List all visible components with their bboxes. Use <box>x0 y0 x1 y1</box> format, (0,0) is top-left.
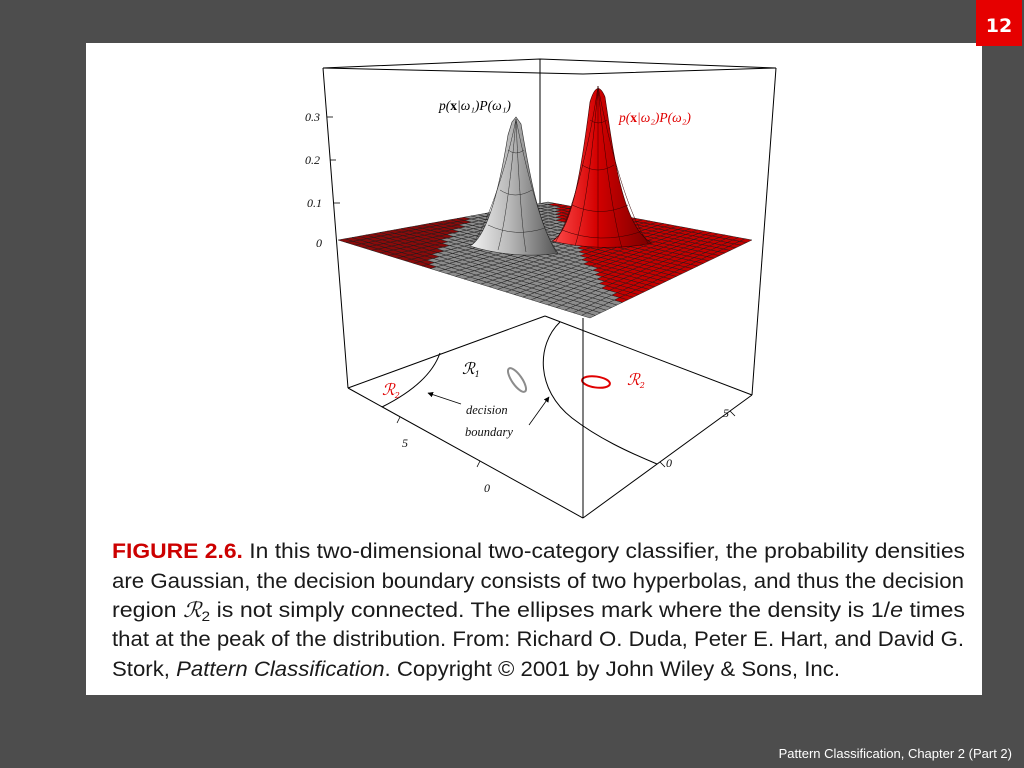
box-edge-left <box>323 68 348 388</box>
box-edge-top-back <box>323 59 776 68</box>
class-1-density-label: p(x|ω₁)P(ω₁) <box>439 98 511 113</box>
z-axis-tick-label: 0.3 <box>305 110 320 124</box>
box-edge-top-front <box>323 68 776 74</box>
caption-line-2: are Gaussian, the decision boundary consists of two hyperbolas, and thus the decision <box>112 570 964 593</box>
left-axis-tick-0 <box>477 461 480 467</box>
z-axis-tick-label: 0 <box>316 236 322 250</box>
slide-number-badge: 12 <box>976 0 1022 46</box>
right-axis-tick-5 <box>730 411 735 416</box>
figure-number-label: FIGURE 2.6. <box>112 540 233 563</box>
boundary-arrow-left <box>428 393 461 404</box>
caption-line-4: that at the peak of the distribution. From: Richard O. Duda, Peter E. Hart, and David G. <box>112 628 964 651</box>
caption-line-3: region ℛ 2 is not simply connected. The ellipses mark where the density is 1/e times <box>112 598 960 624</box>
slide-footer: Pattern Classification, Chapter 2 (Part 2) <box>778 746 1012 761</box>
caption-line-1: FIGURE 2.6. In this two-dimensional two-category classifier, the probability densities <box>112 540 906 563</box>
z-axis-tick-label: 0.2 <box>305 153 320 167</box>
z-axis-tick-label: 0.1 <box>307 196 322 210</box>
floor-edge-back-right <box>545 316 752 395</box>
z-axis <box>305 110 340 250</box>
region-label-middle: ℛ1 <box>462 359 480 379</box>
book-title: Pattern Classification <box>176 658 374 681</box>
class-1-ellipse <box>505 366 529 395</box>
right-axis-tick-0 <box>660 462 665 467</box>
class-2-density-label: p(x|ω₂)P(ω₂) <box>619 110 691 125</box>
right-axis-tick-label-0: 0 <box>666 456 672 470</box>
region-label-left: ℛ2 <box>382 380 400 400</box>
decision-boundary-label-line-1: decision <box>466 403 508 417</box>
box-edge-right <box>752 68 776 395</box>
caption-line-5: Stork, Pattern Classification . Copyright © 2001 by John Wiley & Sons, Inc. <box>112 658 816 681</box>
decision-boundary-label-line-2: boundary <box>465 425 513 439</box>
decision-boundary-right-hyperbola <box>543 322 657 464</box>
floor-edge-back-left <box>348 316 545 388</box>
class-1-density-peak <box>470 117 558 255</box>
floor <box>348 316 752 518</box>
left-axis-tick-5 <box>397 417 400 423</box>
boundary-arrow-right <box>529 397 549 425</box>
class-2-ellipse <box>581 375 610 390</box>
region-label-right: ℛ2 <box>627 370 645 390</box>
figure-caption <box>112 540 965 681</box>
class-1-peak-surface <box>470 117 558 255</box>
right-axis-tick-label-5: 5 <box>723 406 729 420</box>
left-axis-tick-label-0: 0 <box>484 481 490 495</box>
left-axis-tick-label-5: 5 <box>402 436 408 450</box>
density-surface-base <box>338 202 752 318</box>
